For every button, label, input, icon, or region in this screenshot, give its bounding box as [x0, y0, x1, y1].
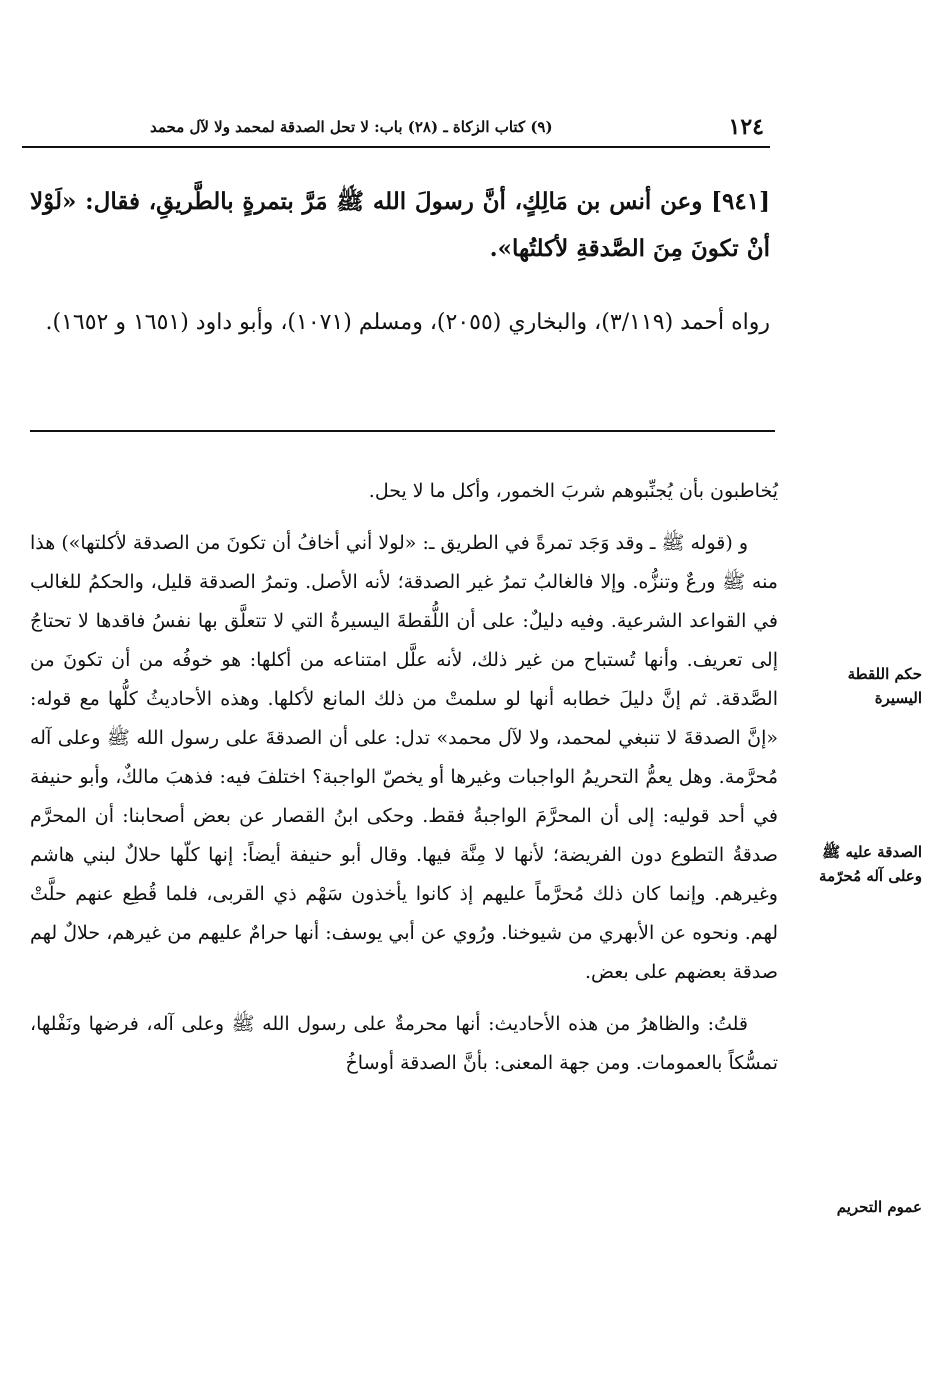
margin-note-general-prohibition: عموم التحريم	[836, 1198, 922, 1216]
commentary-paragraph-3: قلتُ: والظاهرُ من هذه الأحاديث: أنها محرمةٌ على رسول الله ﷺ وعلى آله، فرضها ونَفْلها، تمسُّكاً بالعمومات. ومن جهة المعنى: بأنَّ الصدقة أوساخُ	[30, 1013, 778, 1074]
page-header	[22, 112, 770, 148]
hadith-text-block	[30, 178, 770, 272]
commentary-paragraph-2: و (قوله ﷺ ـ وقد وَجَد تمرةً في الطريق ـ: «لولا أني أخافُ أن تكونَ من الصدقة لأكلتها») هذا منه ﷺ ورعٌ وتنزُّه. وإلا فالغالبُ تمرُ غير الصدقة؛ لأنه الأصل. وتمرُ الصدقة قليل، والحكمُ للغالب في القواعد الشرعية. وفيه دليلٌ: على أن اللُّقطةَ اليسيرةُ التي لا تتعلَّق بها نفسُ فاقدها لا تحتاجُ إلى تعريف. وأنها تُستباح من غير ذلك، لأنه علَّل امتناعه من أكلها: هو خوفُه من أن تكونَ من الصَّدقة. ثم إنَّ دليلَ خطابه أنها لو سلمتْ من ذلك المانع لأكلها. وهذه الأحاديثُ كلُّها مع قوله: «إنَّ الصدقةَ لا تنبغي لمحمد، ولا لآل محمد» تدل: على أن الصدقةَ على رسول الله ﷺ وعلى آله مُحرَّمة. وهل يعمُّ التحريمُ الواجبات وغيرها أو يخصّ الواجبة؟ اختلفَ فيه: فذهبَ مالكٌ، وأبو حنيفة في أحد قوليه: إلى أن المحرَّمَ الواجبةُ فقط. وحكى ابنُ القصار عن بعض أصحابنا: أن المحرَّم صدقةُ التطوع دون الفريضة؛ لأنها لا مِنَّة فيها. وقال أبو حنيفة أيضاً: إنها كلّها حلالٌ لبني هاشم وغيرهم. وإنما كان ذلك مُحرَّماً عليهم إذ كانوا يأخذون سَهْم ذي القربى، فلما قُطِع عنهم حلَّتْ لهم. ونحوه عن الأبهري من شيوخنا. ورُوي عن أبي يوسف: أنها حرامٌ عليهم من غيرهم، حلالٌ لهم صدقة بعضهم على بعض.	[30, 532, 778, 983]
margin-note-lost-item-ruling: حكم اللقطة اليسيرة	[847, 665, 922, 707]
section-divider	[30, 430, 775, 432]
page-number: ١٢٤	[728, 114, 764, 140]
hadith-source-citation: رواه أحمد (٣/١١٩)، والبخاري (٢٠٥٥)، ومسلم (١٠٧١)، وأبو داود (١٦٥١ و ١٦٥٢).	[45, 310, 770, 335]
hadith-number: [٩٤١]	[711, 188, 770, 215]
margin-note-charity-forbidden: الصدقة عليه ﷺ وعلى آله مُحرّمة	[819, 843, 922, 885]
commentary-paragraph-1: يُخاطبون بأن يُجنِّبوهم شربَ الخمور، وأكل ما لا يحل.	[368, 480, 778, 502]
hadith-text: وعن أنس بن مَالِكٍ، أنَّ رسولَ الله ﷺ مَرَّ بتمرةٍ بالطَّريقِ، فقال: «لَوْلا أنْ تكونَ مِنَ الصَّدقةِ لأكلتُها».	[30, 188, 770, 262]
commentary-block	[30, 472, 778, 1096]
running-title: (٩) كتاب الزكاة ـ (٢٨) باب: لا تحل الصدقة لمحمد ولا لآل محمد	[150, 118, 553, 136]
